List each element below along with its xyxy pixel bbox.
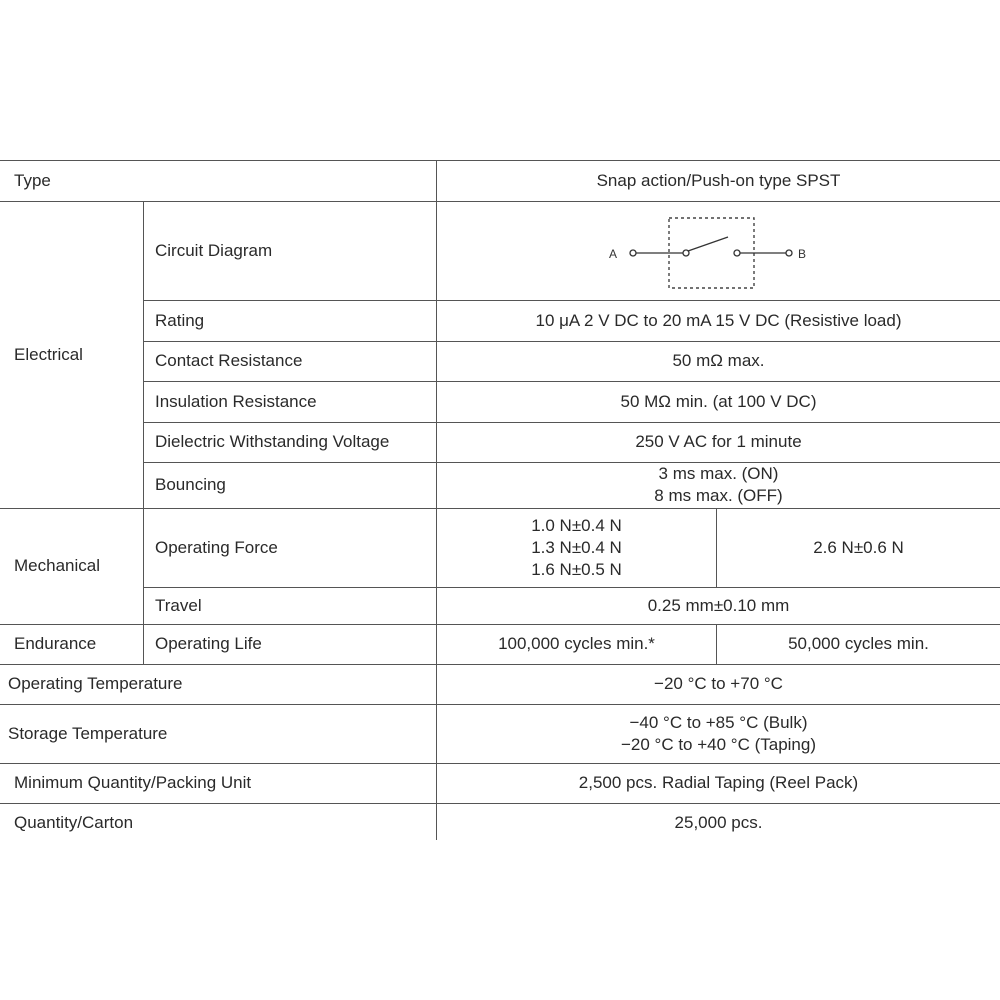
terminal-b-label: B bbox=[797, 247, 807, 261]
rating-label: Rating bbox=[155, 310, 205, 330]
storage-temperature-values bbox=[437, 704, 1000, 763]
operating-force-option: 1.6 N±0.5 N bbox=[531, 559, 622, 579]
terminal-b bbox=[786, 250, 792, 256]
contact-resistance-value: 50 mΩ max. bbox=[672, 351, 765, 370]
operating-force-option: 1.3 N±0.4 N bbox=[531, 537, 622, 557]
bouncing-on: 3 ms max. (ON) bbox=[658, 464, 779, 483]
endurance-group-label: Endurance bbox=[14, 634, 97, 653]
carton-label: Quantity/Carton bbox=[14, 813, 134, 832]
mechanical-group-label: Mechanical bbox=[14, 556, 100, 575]
storage-temperature-taping: −20 °C to +40 °C (Taping) bbox=[620, 734, 817, 754]
circuit-diagram-label: Circuit Diagram bbox=[155, 240, 273, 260]
operating-force-alt-value: 2.6 N±0.6 N bbox=[813, 537, 904, 557]
travel-value: 0.25 mm±0.10 mm bbox=[647, 595, 790, 615]
dielectric-value: 250 V AC for 1 minute bbox=[635, 432, 802, 451]
min-quantity-label: Minimum Quantity/Packing Unit bbox=[14, 773, 252, 792]
operating-force-label: Operating Force bbox=[155, 537, 278, 557]
insulation-resistance-label: Insulation Resistance bbox=[155, 391, 317, 411]
bouncing-off: 8 ms max. (OFF) bbox=[654, 486, 783, 505]
rule bbox=[143, 201, 144, 664]
operating-force-values bbox=[437, 508, 716, 587]
type-value: Snap action/Push-on type SPST bbox=[596, 170, 841, 190]
switch-lever bbox=[688, 237, 728, 251]
operating-force-option: 1.0 N±0.4 N bbox=[531, 515, 622, 535]
operating-temperature-label: Operating Temperature bbox=[8, 674, 183, 693]
storage-temperature-label: Storage Temperature bbox=[8, 723, 168, 743]
operating-temperature-value: −20 °C to +70 °C bbox=[654, 674, 783, 693]
min-quantity-value: 2,500 pcs. Radial Taping (Reel Pack) bbox=[578, 773, 859, 792]
bouncing-value bbox=[437, 462, 1000, 508]
storage-temperature-bulk: −40 °C to +85 °C (Bulk) bbox=[629, 712, 808, 732]
terminal-a-label: A bbox=[608, 247, 618, 261]
carton-value: 25,000 pcs. bbox=[674, 813, 763, 832]
dielectric-label: Dielectric Withstanding Voltage bbox=[155, 432, 390, 451]
contact-moving bbox=[734, 250, 740, 256]
circuit-diagram bbox=[437, 201, 1000, 300]
operating-life-value: 100,000 cycles min.* bbox=[498, 634, 655, 653]
contact-resistance-label: Contact Resistance bbox=[155, 351, 303, 370]
insulation-resistance-value: 50 MΩ min. (at 100 V DC) bbox=[620, 391, 817, 411]
terminal-a bbox=[630, 250, 636, 256]
operating-life-alt-value: 50,000 cycles min. bbox=[788, 634, 929, 653]
bouncing-label: Bouncing bbox=[155, 475, 226, 494]
travel-label: Travel bbox=[155, 595, 202, 615]
type-label: Type bbox=[14, 170, 51, 190]
rating-value: 10 μA 2 V DC to 20 mA 15 V DC (Resistive load) bbox=[535, 310, 902, 330]
operating-life-label: Operating Life bbox=[155, 634, 262, 653]
electrical-group-label: Electrical bbox=[14, 344, 83, 364]
